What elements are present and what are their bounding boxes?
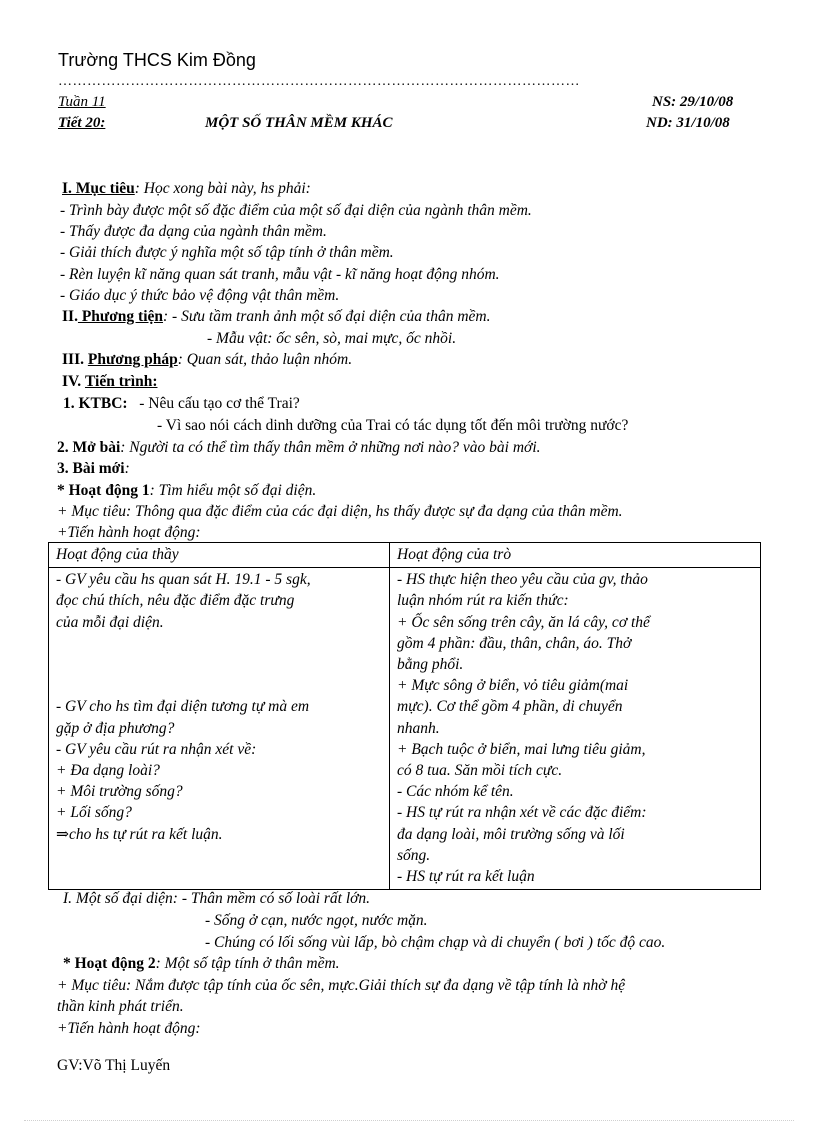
student-line: + Mực sông ở biển, vỏ tiêu giảm(mai <box>397 677 629 695</box>
ktbc-question1: - Nêu cấu tạo cơ thể Trai? <box>139 395 300 412</box>
activity1-proceed: +Tiến hành hoạt động: <box>57 524 201 541</box>
teacher-line: gặp ở địa phương? <box>56 719 175 737</box>
means-number: II. <box>62 308 78 325</box>
activity-table <box>48 542 761 890</box>
ktbc-label: 1. KTBC: <box>63 395 128 412</box>
objectives-intro: : Học xong bài này, hs phải: <box>134 180 311 197</box>
activity2-proceed: +Tiến hành hoạt động: <box>57 1020 201 1037</box>
ns-date: NS: 29/10/08 <box>652 94 734 110</box>
activity2-text: : Một số tập tính ở thân mềm. <box>155 955 340 972</box>
new-lesson-label: 3. Bài mới <box>57 460 125 477</box>
method-label: Phương pháp <box>87 351 178 368</box>
student-line: - Các nhóm kể tên. <box>397 783 514 801</box>
teacher-line: + Đa dạng loài? <box>56 761 160 779</box>
teacher-line: + Môi trường sống? <box>56 783 183 801</box>
new-lesson-colon: : <box>124 460 130 477</box>
intro-label: 2. Mở bài <box>57 439 121 456</box>
student-line: - HS thực hiện theo yêu cầu của gv, thảo <box>397 571 648 589</box>
ktbc-question2: - Vì sao nói cách dinh dưỡng của Trai có tác dụng tốt đến môi trường nước? <box>157 417 629 434</box>
teacher-line: ⇒cho hs tự rút ra kết luận. <box>56 825 223 843</box>
conclusion1-line3: - Chúng có lối sống vùi lấp, bò chậm chạp và di chuyển ( bơi ) tốc độ cao. <box>205 934 666 951</box>
objective-item: - Trình bày được một số đặc điểm của một số đại diện của ngành thân mềm. <box>60 202 532 219</box>
student-line: đa dạng loài, môi trường sống và lối <box>397 825 625 843</box>
activity1-label: * Hoạt động 1 <box>57 482 150 499</box>
nd-date: ND: 31/10/08 <box>646 115 730 131</box>
means-label: Phương tiện <box>77 308 164 325</box>
intro-lesson <box>57 437 541 458</box>
activity1-goal: + Mục tiêu: Thông qua đặc điểm của các đại diện, hs thấy được sự đa dạng của thân mềm. <box>57 503 623 520</box>
lesson-title: MỘT SỐ THÂN MỀM KHÁC <box>205 115 393 131</box>
student-line: - HS tự rút ra kết luận <box>397 868 535 886</box>
means-line2: - Mẫu vật: ốc sên, sò, mai mực, ốc nhồi. <box>207 330 457 347</box>
activity2-goal-line2: thần kinh phát triển. <box>57 998 184 1015</box>
method-text: : Quan sát, thảo luận nhóm. <box>177 351 353 368</box>
teacher-blank-line <box>56 633 383 654</box>
page-bottom-border <box>24 1120 794 1121</box>
student-activities-cell <box>390 568 761 890</box>
objective-item: - Thấy được đa dạng của ngành thân mềm. <box>60 223 327 240</box>
student-line: bằng phổi. <box>397 656 464 674</box>
activity2-heading <box>63 953 340 974</box>
student-column-header: Hoạt động của trò <box>390 543 761 568</box>
teacher-activities-cell <box>49 568 390 890</box>
student-line: có 8 tua. Săn mồi tích cực. <box>397 762 563 780</box>
table-header-row <box>49 543 761 568</box>
student-line: - HS tự rút ra nhận xét về các đặc điểm: <box>397 804 647 822</box>
student-line: + Bạch tuộc ở biển, mai lưng tiêu giảm, <box>397 740 646 758</box>
objective-item: - Rèn luyện kĩ năng quan sát tranh, mẫu vật - kĩ năng hoạt động nhóm. <box>60 266 500 283</box>
activity2-goal-line1: + Mục tiêu: Nắm được tập tính của ốc sên, mực.Giải thích sự đa dạng về tập tính là nhờ hệ <box>57 977 626 994</box>
new-lesson <box>57 458 130 479</box>
teacher-line: - GV yêu cầu rút ra nhận xét về: <box>56 740 257 758</box>
means-line1: : - Sưu tầm tranh ảnh một số đại diện của thân mềm. <box>163 308 491 325</box>
teacher-signature: GV:Võ Thị Luyến <box>57 1057 171 1074</box>
student-line: + Ốc sên sống trên cây, ăn lá cây, cơ thể <box>397 613 650 631</box>
conclusion1-line1: I. Một số đại diện: - Thân mềm có số loài rất lớn. <box>63 890 371 907</box>
teacher-blank-line <box>56 654 383 675</box>
objective-item: - Giáo dục ý thức bảo vệ động vật thân mềm. <box>60 287 340 304</box>
week-label: Tuần 11 <box>58 94 106 110</box>
process-number: IV. <box>62 373 82 390</box>
method-number: III. <box>62 351 84 368</box>
method-heading <box>62 349 352 370</box>
activity1-text: : Tìm hiểu một số đại diện. <box>149 482 317 499</box>
teacher-line: - GV yêu cầu hs quan sát H. 19.1 - 5 sgk, <box>56 571 311 589</box>
objectives-heading <box>62 178 311 199</box>
objectives-label: I. Mục tiêu <box>62 180 135 197</box>
student-line: luận nhóm rút ra kiến thức: <box>397 592 569 610</box>
student-line: gồm 4 phần: đầu, thân, chân, áo. Thở <box>397 634 632 652</box>
dotted-divider: ……………………………………………………………………………………………… <box>58 74 580 89</box>
intro-text: : Người ta có thể tìm thấy thân mềm ở những nơi nào? vào bài mới. <box>120 439 541 456</box>
teacher-line: của mỗi đại diện. <box>56 613 164 631</box>
activity1-heading <box>57 480 316 501</box>
teacher-blank-line <box>56 675 383 696</box>
activity2-label: * Hoạt động 2 <box>63 955 156 972</box>
student-line: sống. <box>397 846 431 864</box>
process-heading <box>62 371 157 392</box>
table-row <box>49 568 761 890</box>
teacher-column-header: Hoạt động của thầy <box>49 543 390 568</box>
conclusion1-line2: - Sống ở cạn, nước ngọt, nước mặn. <box>205 912 428 929</box>
means-heading <box>62 306 490 327</box>
lesson-number: Tiết 20: <box>58 115 106 131</box>
student-line: nhanh. <box>397 719 440 737</box>
student-line: mực). Cơ thể gồm 4 phần, di chuyển <box>397 698 623 716</box>
school-name: Trường THCS Kim Đồng <box>58 50 256 70</box>
ktbc-line1 <box>63 393 300 414</box>
objective-item: - Giải thích được ý nghĩa một số tập tính ở thân mềm. <box>60 244 394 261</box>
teacher-line: đọc chú thích, nêu đặc điểm đặc trưng <box>56 592 295 610</box>
teacher-line: + Lối sống? <box>56 804 132 822</box>
teacher-line: - GV cho hs tìm đại diện tương tự mà em <box>56 698 310 716</box>
process-label: Tiến trình: <box>84 373 158 390</box>
